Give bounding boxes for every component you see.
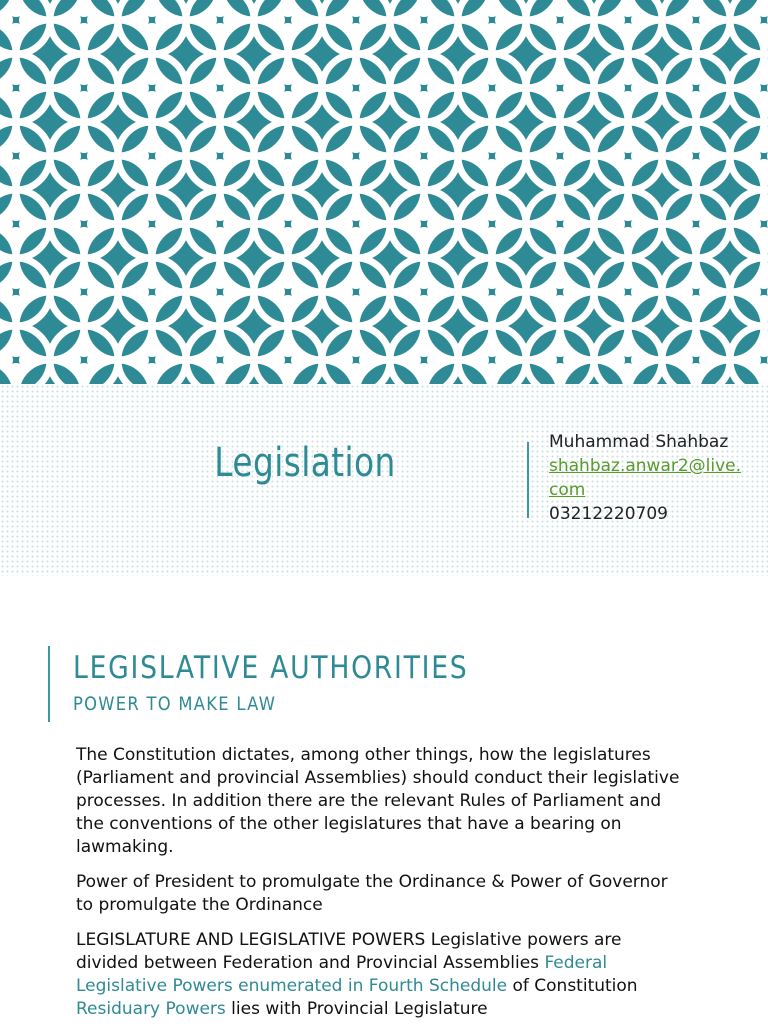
paragraph-3-part1: LEGISLATURE AND LEGISLATIVE POWERS Legislative powers are divided between Federation and Provincial Assemblies xyxy=(76,930,622,973)
author-phone: 03212220709 xyxy=(549,504,668,524)
highlight-federal-powers: Federal Legislative Powers enumerated in Fourth Schedule xyxy=(76,953,608,996)
highlight-residuary-powers: Residuary Powers xyxy=(76,999,226,1019)
slide-title: Legislation xyxy=(214,440,396,486)
paragraph-2: Power of President to promulgate the Ordinance & Power of Governor to promulgate the Ordinance xyxy=(76,872,668,915)
section-subheading: POWER TO MAKE LAW xyxy=(73,693,277,715)
author-email-link[interactable]: shahbaz.anwar2@live.com xyxy=(549,456,742,500)
content-slide xyxy=(0,592,768,1024)
section-heading: LEGISLATIVE AUTHORITIES xyxy=(73,650,469,686)
decorative-pattern xyxy=(0,0,768,384)
author-name: Muhammad Shahbaz xyxy=(549,432,729,452)
vertical-divider xyxy=(527,442,529,518)
paragraph-1: The Constitution dictates, among other things, how the legislatures (Parliament and provincial Assemblies) should conduct their legislative processes. In addition there are the relevant Rules of Parliament and the conventions of the other legislatures that have a bearing on lawmaking. xyxy=(76,745,680,857)
body-text xyxy=(76,744,686,1033)
paragraph-3-part3: lies with Provincial Legislature xyxy=(225,999,488,1019)
paragraph-3-part2: of Constitution xyxy=(507,976,638,996)
author-block xyxy=(549,430,749,526)
heading-accent-bar xyxy=(48,646,50,722)
paragraph-3 xyxy=(76,929,686,1021)
